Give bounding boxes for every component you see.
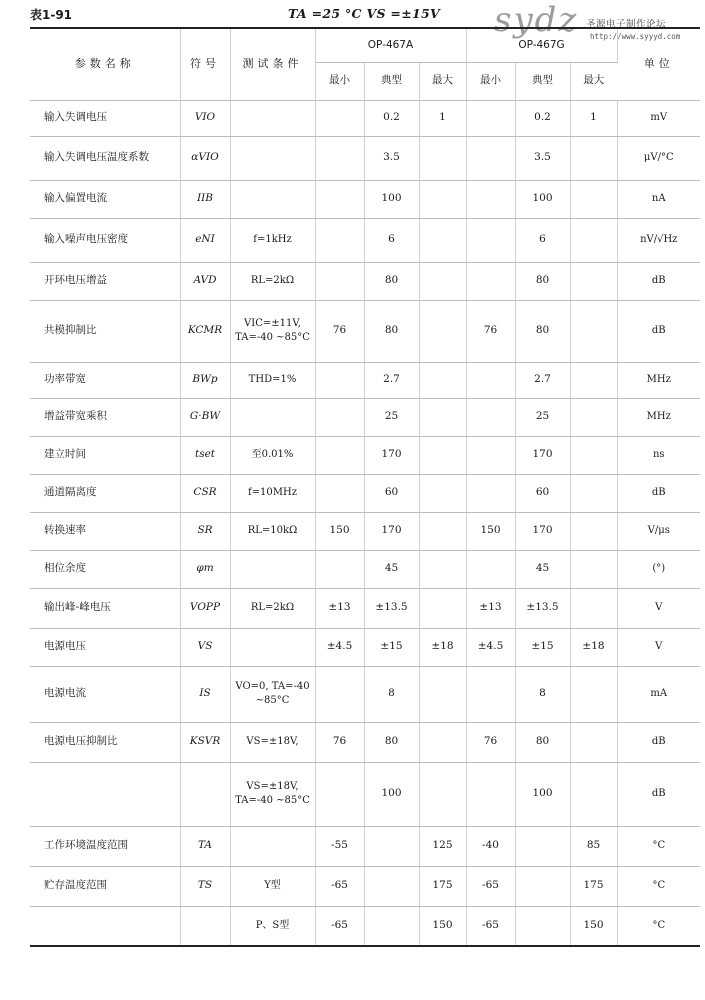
table-cell-a-typ: 100 bbox=[364, 180, 419, 218]
table-row bbox=[30, 136, 700, 180]
table-cell-g-min bbox=[466, 436, 515, 474]
table-cell-a-min bbox=[315, 436, 364, 474]
col-header-g-min: 最小 bbox=[466, 62, 515, 100]
table-cell-g-typ: 80 bbox=[515, 300, 570, 362]
table-cell-a-max bbox=[419, 398, 466, 436]
table-row bbox=[30, 300, 700, 362]
table-cell-g-typ: ±13.5 bbox=[515, 588, 570, 628]
table-cell-param: 输入偏置电流 bbox=[30, 180, 180, 218]
table-cell-a-min bbox=[315, 136, 364, 180]
test-conditions-title: TA =25 °C VS =±15V bbox=[288, 6, 440, 21]
table-cell-a-min: 150 bbox=[315, 512, 364, 550]
table-cell-g-typ: 3.5 bbox=[515, 136, 570, 180]
table-row bbox=[30, 722, 700, 762]
table-cell-unit: nA bbox=[617, 180, 700, 218]
table-cell-a-max bbox=[419, 180, 466, 218]
table-row bbox=[30, 362, 700, 398]
table-cell-g-max bbox=[570, 362, 617, 398]
watermark-logo: sydz bbox=[494, 0, 579, 40]
table-cell-a-typ: ±15 bbox=[364, 628, 419, 666]
table-cell-a-max bbox=[419, 136, 466, 180]
table-cell-a-max: 125 bbox=[419, 826, 466, 866]
table-cell-symbol: BWp bbox=[180, 362, 230, 398]
table-cell-g-max bbox=[570, 398, 617, 436]
table-cell-param: 功率带宽 bbox=[30, 362, 180, 398]
table-cell-symbol: KSVR bbox=[180, 722, 230, 762]
table-cell-param: 贮存温度范围 bbox=[30, 866, 180, 906]
table-cell-a-typ: 170 bbox=[364, 436, 419, 474]
table-cell-g-max bbox=[570, 300, 617, 362]
table-cell-symbol: eNI bbox=[180, 218, 230, 262]
table-cell-g-max: 1 bbox=[570, 100, 617, 136]
table-cell-g-min bbox=[466, 474, 515, 512]
table-cell-symbol: VOPP bbox=[180, 588, 230, 628]
table-cell-condition: VIC=±11V, TA=-40 ~85°C bbox=[230, 300, 315, 362]
table-cell-unit: V bbox=[617, 628, 700, 666]
table-cell-g-typ: 0.2 bbox=[515, 100, 570, 136]
table-cell-a-min bbox=[315, 550, 364, 588]
table-cell-a-max: 150 bbox=[419, 906, 466, 946]
table-cell-param: 增益带宽乘积 bbox=[30, 398, 180, 436]
table-cell-g-min: 76 bbox=[466, 722, 515, 762]
table-cell-param: 建立时间 bbox=[30, 436, 180, 474]
table-cell-unit: dB bbox=[617, 762, 700, 826]
table-cell-a-max bbox=[419, 218, 466, 262]
col-header-model-g: OP-467G bbox=[466, 28, 617, 62]
table-cell-condition: Y型 bbox=[230, 866, 315, 906]
table-cell-a-typ bbox=[364, 866, 419, 906]
table-cell-param: 开环电压增益 bbox=[30, 262, 180, 300]
table-row bbox=[30, 826, 700, 866]
table-cell-a-min bbox=[315, 362, 364, 398]
col-header-a-min: 最小 bbox=[315, 62, 364, 100]
table-cell-g-max bbox=[570, 588, 617, 628]
table-cell-unit: MHz bbox=[617, 398, 700, 436]
table-cell-g-max bbox=[570, 180, 617, 218]
table-cell-a-typ: 3.5 bbox=[364, 136, 419, 180]
table-cell-symbol: KCMR bbox=[180, 300, 230, 362]
table-cell-a-min: -65 bbox=[315, 866, 364, 906]
table-cell-a-max: 1 bbox=[419, 100, 466, 136]
table-row bbox=[30, 550, 700, 588]
table-row bbox=[30, 866, 700, 906]
table-cell-a-max bbox=[419, 666, 466, 722]
table-cell-condition: VS=±18V, bbox=[230, 722, 315, 762]
table-cell-a-max: ±18 bbox=[419, 628, 466, 666]
table-cell-g-typ: 8 bbox=[515, 666, 570, 722]
table-cell-a-typ: 8 bbox=[364, 666, 419, 722]
spec-table bbox=[30, 27, 700, 947]
table-cell-g-min bbox=[466, 762, 515, 826]
table-cell-a-typ: 25 bbox=[364, 398, 419, 436]
table-cell-a-min bbox=[315, 180, 364, 218]
table-cell-param bbox=[30, 762, 180, 826]
table-cell-symbol: VS bbox=[180, 628, 230, 666]
table-cell-symbol bbox=[180, 906, 230, 946]
table-row bbox=[30, 628, 700, 666]
table-cell-symbol: TS bbox=[180, 866, 230, 906]
table-cell-g-typ bbox=[515, 826, 570, 866]
table-cell-g-max bbox=[570, 218, 617, 262]
table-cell-condition: P、S型 bbox=[230, 906, 315, 946]
table-cell-g-typ: 170 bbox=[515, 436, 570, 474]
table-row bbox=[30, 588, 700, 628]
table-cell-g-min bbox=[466, 550, 515, 588]
table-cell-unit: μV/°C bbox=[617, 136, 700, 180]
table-cell-param: 输出峰-峰电压 bbox=[30, 588, 180, 628]
col-header-test: 测试条件 bbox=[230, 28, 315, 100]
table-cell-g-max bbox=[570, 262, 617, 300]
table-cell-condition bbox=[230, 180, 315, 218]
table-cell-a-typ: ±13.5 bbox=[364, 588, 419, 628]
table-cell-a-max bbox=[419, 300, 466, 362]
table-cell-g-max bbox=[570, 666, 617, 722]
table-cell-g-typ: 60 bbox=[515, 474, 570, 512]
table-cell-condition: f=1kHz bbox=[230, 218, 315, 262]
table-cell-unit: nV/√Hz bbox=[617, 218, 700, 262]
table-cell-g-min: ±4.5 bbox=[466, 628, 515, 666]
table-cell-a-min: ±13 bbox=[315, 588, 364, 628]
table-cell-symbol bbox=[180, 762, 230, 826]
table-cell-a-max bbox=[419, 762, 466, 826]
col-header-g-max: 最大 bbox=[570, 62, 617, 100]
table-cell-symbol: CSR bbox=[180, 474, 230, 512]
table-cell-g-typ: 80 bbox=[515, 722, 570, 762]
table-cell-a-typ: 6 bbox=[364, 218, 419, 262]
watermark-site-name: 圣源电子制作论坛 bbox=[586, 19, 667, 30]
table-cell-symbol: αVIO bbox=[180, 136, 230, 180]
table-cell-a-min bbox=[315, 262, 364, 300]
table-cell-g-typ: 170 bbox=[515, 512, 570, 550]
table-cell-unit: mV bbox=[617, 100, 700, 136]
table-cell-a-max bbox=[419, 512, 466, 550]
table-number: 表1-91 bbox=[30, 8, 73, 22]
table-cell-a-min: ±4.5 bbox=[315, 628, 364, 666]
table-row bbox=[30, 436, 700, 474]
table-cell-condition bbox=[230, 398, 315, 436]
table-cell-g-min: ±13 bbox=[466, 588, 515, 628]
table-cell-condition: RL=10kΩ bbox=[230, 512, 315, 550]
table-cell-g-max: 150 bbox=[570, 906, 617, 946]
table-cell-g-typ: ±15 bbox=[515, 628, 570, 666]
table-cell-g-typ: 2.7 bbox=[515, 362, 570, 398]
table-cell-g-min bbox=[466, 362, 515, 398]
table-cell-condition: RL=2kΩ bbox=[230, 262, 315, 300]
table-cell-a-typ: 45 bbox=[364, 550, 419, 588]
table-cell-g-typ: 80 bbox=[515, 262, 570, 300]
table-cell-unit: °C bbox=[617, 826, 700, 866]
table-cell-param: 电源电压抑制比 bbox=[30, 722, 180, 762]
table-cell-unit: °C bbox=[617, 866, 700, 906]
table-row bbox=[30, 666, 700, 722]
table-cell-unit: V/μs bbox=[617, 512, 700, 550]
table-cell-symbol: SR bbox=[180, 512, 230, 550]
table-cell-a-typ: 80 bbox=[364, 262, 419, 300]
table-cell-unit: °C bbox=[617, 906, 700, 946]
table-cell-a-min bbox=[315, 398, 364, 436]
table-cell-g-min: -65 bbox=[466, 906, 515, 946]
table-cell-g-typ: 45 bbox=[515, 550, 570, 588]
table-cell-param: 通道隔离度 bbox=[30, 474, 180, 512]
table-cell-param: 工作环境温度范围 bbox=[30, 826, 180, 866]
table-cell-condition: 至0.01% bbox=[230, 436, 315, 474]
table-cell-a-max bbox=[419, 722, 466, 762]
table-cell-a-max bbox=[419, 436, 466, 474]
table-cell-unit: V bbox=[617, 588, 700, 628]
table-cell-unit: MHz bbox=[617, 362, 700, 398]
table-row bbox=[30, 398, 700, 436]
table-cell-g-max: 175 bbox=[570, 866, 617, 906]
table-cell-a-typ: 80 bbox=[364, 300, 419, 362]
table-cell-unit: dB bbox=[617, 722, 700, 762]
table-cell-condition: RL=2kΩ bbox=[230, 588, 315, 628]
table-cell-condition bbox=[230, 136, 315, 180]
table-row bbox=[30, 180, 700, 218]
table-row bbox=[30, 512, 700, 550]
table-cell-g-min: 150 bbox=[466, 512, 515, 550]
table-cell-g-min: 76 bbox=[466, 300, 515, 362]
table-cell-symbol: φm bbox=[180, 550, 230, 588]
table-cell-g-typ bbox=[515, 906, 570, 946]
table-cell-unit: dB bbox=[617, 474, 700, 512]
table-cell-param: 共模抑制比 bbox=[30, 300, 180, 362]
table-cell-a-min: -65 bbox=[315, 906, 364, 946]
table-cell-symbol: tset bbox=[180, 436, 230, 474]
table-cell-a-typ: 80 bbox=[364, 722, 419, 762]
table-cell-g-max bbox=[570, 474, 617, 512]
table-cell-param: 输入噪声电压密度 bbox=[30, 218, 180, 262]
table-cell-a-typ: 170 bbox=[364, 512, 419, 550]
col-header-model-a: OP-467A bbox=[315, 28, 466, 62]
table-cell-symbol: G·BW bbox=[180, 398, 230, 436]
table-cell-a-typ bbox=[364, 906, 419, 946]
table-cell-g-typ: 100 bbox=[515, 180, 570, 218]
table-cell-g-typ: 25 bbox=[515, 398, 570, 436]
table-cell-param: 电源电流 bbox=[30, 666, 180, 722]
col-header-a-max: 最大 bbox=[419, 62, 466, 100]
table-cell-unit: (°) bbox=[617, 550, 700, 588]
table-cell-g-max bbox=[570, 436, 617, 474]
table-cell-a-min: -55 bbox=[315, 826, 364, 866]
table-row bbox=[30, 762, 700, 826]
table-cell-a-min bbox=[315, 100, 364, 136]
table-cell-a-typ: 60 bbox=[364, 474, 419, 512]
table-cell-g-max bbox=[570, 512, 617, 550]
table-cell-a-min bbox=[315, 218, 364, 262]
table-cell-symbol: AVD bbox=[180, 262, 230, 300]
table-row bbox=[30, 474, 700, 512]
table-cell-unit: dB bbox=[617, 300, 700, 362]
table-cell-a-max bbox=[419, 262, 466, 300]
table-cell-g-min bbox=[466, 100, 515, 136]
table-cell-g-min bbox=[466, 180, 515, 218]
table-cell-unit: ns bbox=[617, 436, 700, 474]
table-cell-g-min bbox=[466, 136, 515, 180]
table-row bbox=[30, 262, 700, 300]
table-cell-a-max bbox=[419, 474, 466, 512]
table-cell-a-min bbox=[315, 666, 364, 722]
table-cell-g-typ: 6 bbox=[515, 218, 570, 262]
table-cell-g-max bbox=[570, 722, 617, 762]
table-cell-g-min: -65 bbox=[466, 866, 515, 906]
table-cell-condition: VO=0, TA=-40 ~85°C bbox=[230, 666, 315, 722]
table-header-line bbox=[30, 6, 490, 26]
table-cell-condition bbox=[230, 628, 315, 666]
table-cell-symbol: IS bbox=[180, 666, 230, 722]
table-cell-a-max bbox=[419, 550, 466, 588]
table-cell-a-typ: 100 bbox=[364, 762, 419, 826]
table-cell-symbol: TA bbox=[180, 826, 230, 866]
table-cell-g-min: -40 bbox=[466, 826, 515, 866]
table-cell-a-min bbox=[315, 762, 364, 826]
table-cell-g-typ: 100 bbox=[515, 762, 570, 826]
table-cell-a-typ bbox=[364, 826, 419, 866]
table-cell-param: 转换速率 bbox=[30, 512, 180, 550]
table-cell-condition bbox=[230, 100, 315, 136]
table-cell-param bbox=[30, 906, 180, 946]
table-cell-g-min bbox=[466, 262, 515, 300]
table-cell-g-max bbox=[570, 762, 617, 826]
col-header-param: 参数名称 bbox=[30, 28, 180, 100]
table-row bbox=[30, 906, 700, 946]
table-cell-g-max bbox=[570, 550, 617, 588]
table-cell-a-typ: 0.2 bbox=[364, 100, 419, 136]
table-cell-condition: THD=1% bbox=[230, 362, 315, 398]
table-cell-a-min: 76 bbox=[315, 722, 364, 762]
col-header-symbol: 符号 bbox=[180, 28, 230, 100]
table-cell-condition: VS=±18V, TA=-40 ~85°C bbox=[230, 762, 315, 826]
col-header-unit: 单位 bbox=[617, 28, 700, 100]
table-row bbox=[30, 100, 700, 136]
table-cell-g-min bbox=[466, 666, 515, 722]
table-cell-a-max: 175 bbox=[419, 866, 466, 906]
table-cell-unit: mA bbox=[617, 666, 700, 722]
table-cell-a-min bbox=[315, 474, 364, 512]
table-cell-symbol: IIB bbox=[180, 180, 230, 218]
table-cell-param: 相位余度 bbox=[30, 550, 180, 588]
table-cell-unit: dB bbox=[617, 262, 700, 300]
table-cell-g-min bbox=[466, 218, 515, 262]
col-header-g-typ: 典型 bbox=[515, 62, 570, 100]
table-cell-param: 电源电压 bbox=[30, 628, 180, 666]
col-header-a-typ: 典型 bbox=[364, 62, 419, 100]
table-cell-param: 输入失调电压温度系数 bbox=[30, 136, 180, 180]
table-cell-a-max bbox=[419, 362, 466, 398]
table-cell-g-min bbox=[466, 398, 515, 436]
table-row bbox=[30, 218, 700, 262]
table-cell-g-typ bbox=[515, 866, 570, 906]
watermark-url: http://www.syyyd.com bbox=[590, 32, 681, 41]
spec-table-body bbox=[30, 100, 700, 946]
table-cell-symbol: VIO bbox=[180, 100, 230, 136]
table-cell-g-max bbox=[570, 136, 617, 180]
table-cell-a-max bbox=[419, 588, 466, 628]
table-cell-a-min: 76 bbox=[315, 300, 364, 362]
table-cell-condition bbox=[230, 826, 315, 866]
table-cell-condition bbox=[230, 550, 315, 588]
table-cell-a-typ: 2.7 bbox=[364, 362, 419, 398]
table-cell-param: 输入失调电压 bbox=[30, 100, 180, 136]
table-cell-g-max: ±18 bbox=[570, 628, 617, 666]
table-cell-condition: f=10MHz bbox=[230, 474, 315, 512]
table-cell-g-max: 85 bbox=[570, 826, 617, 866]
